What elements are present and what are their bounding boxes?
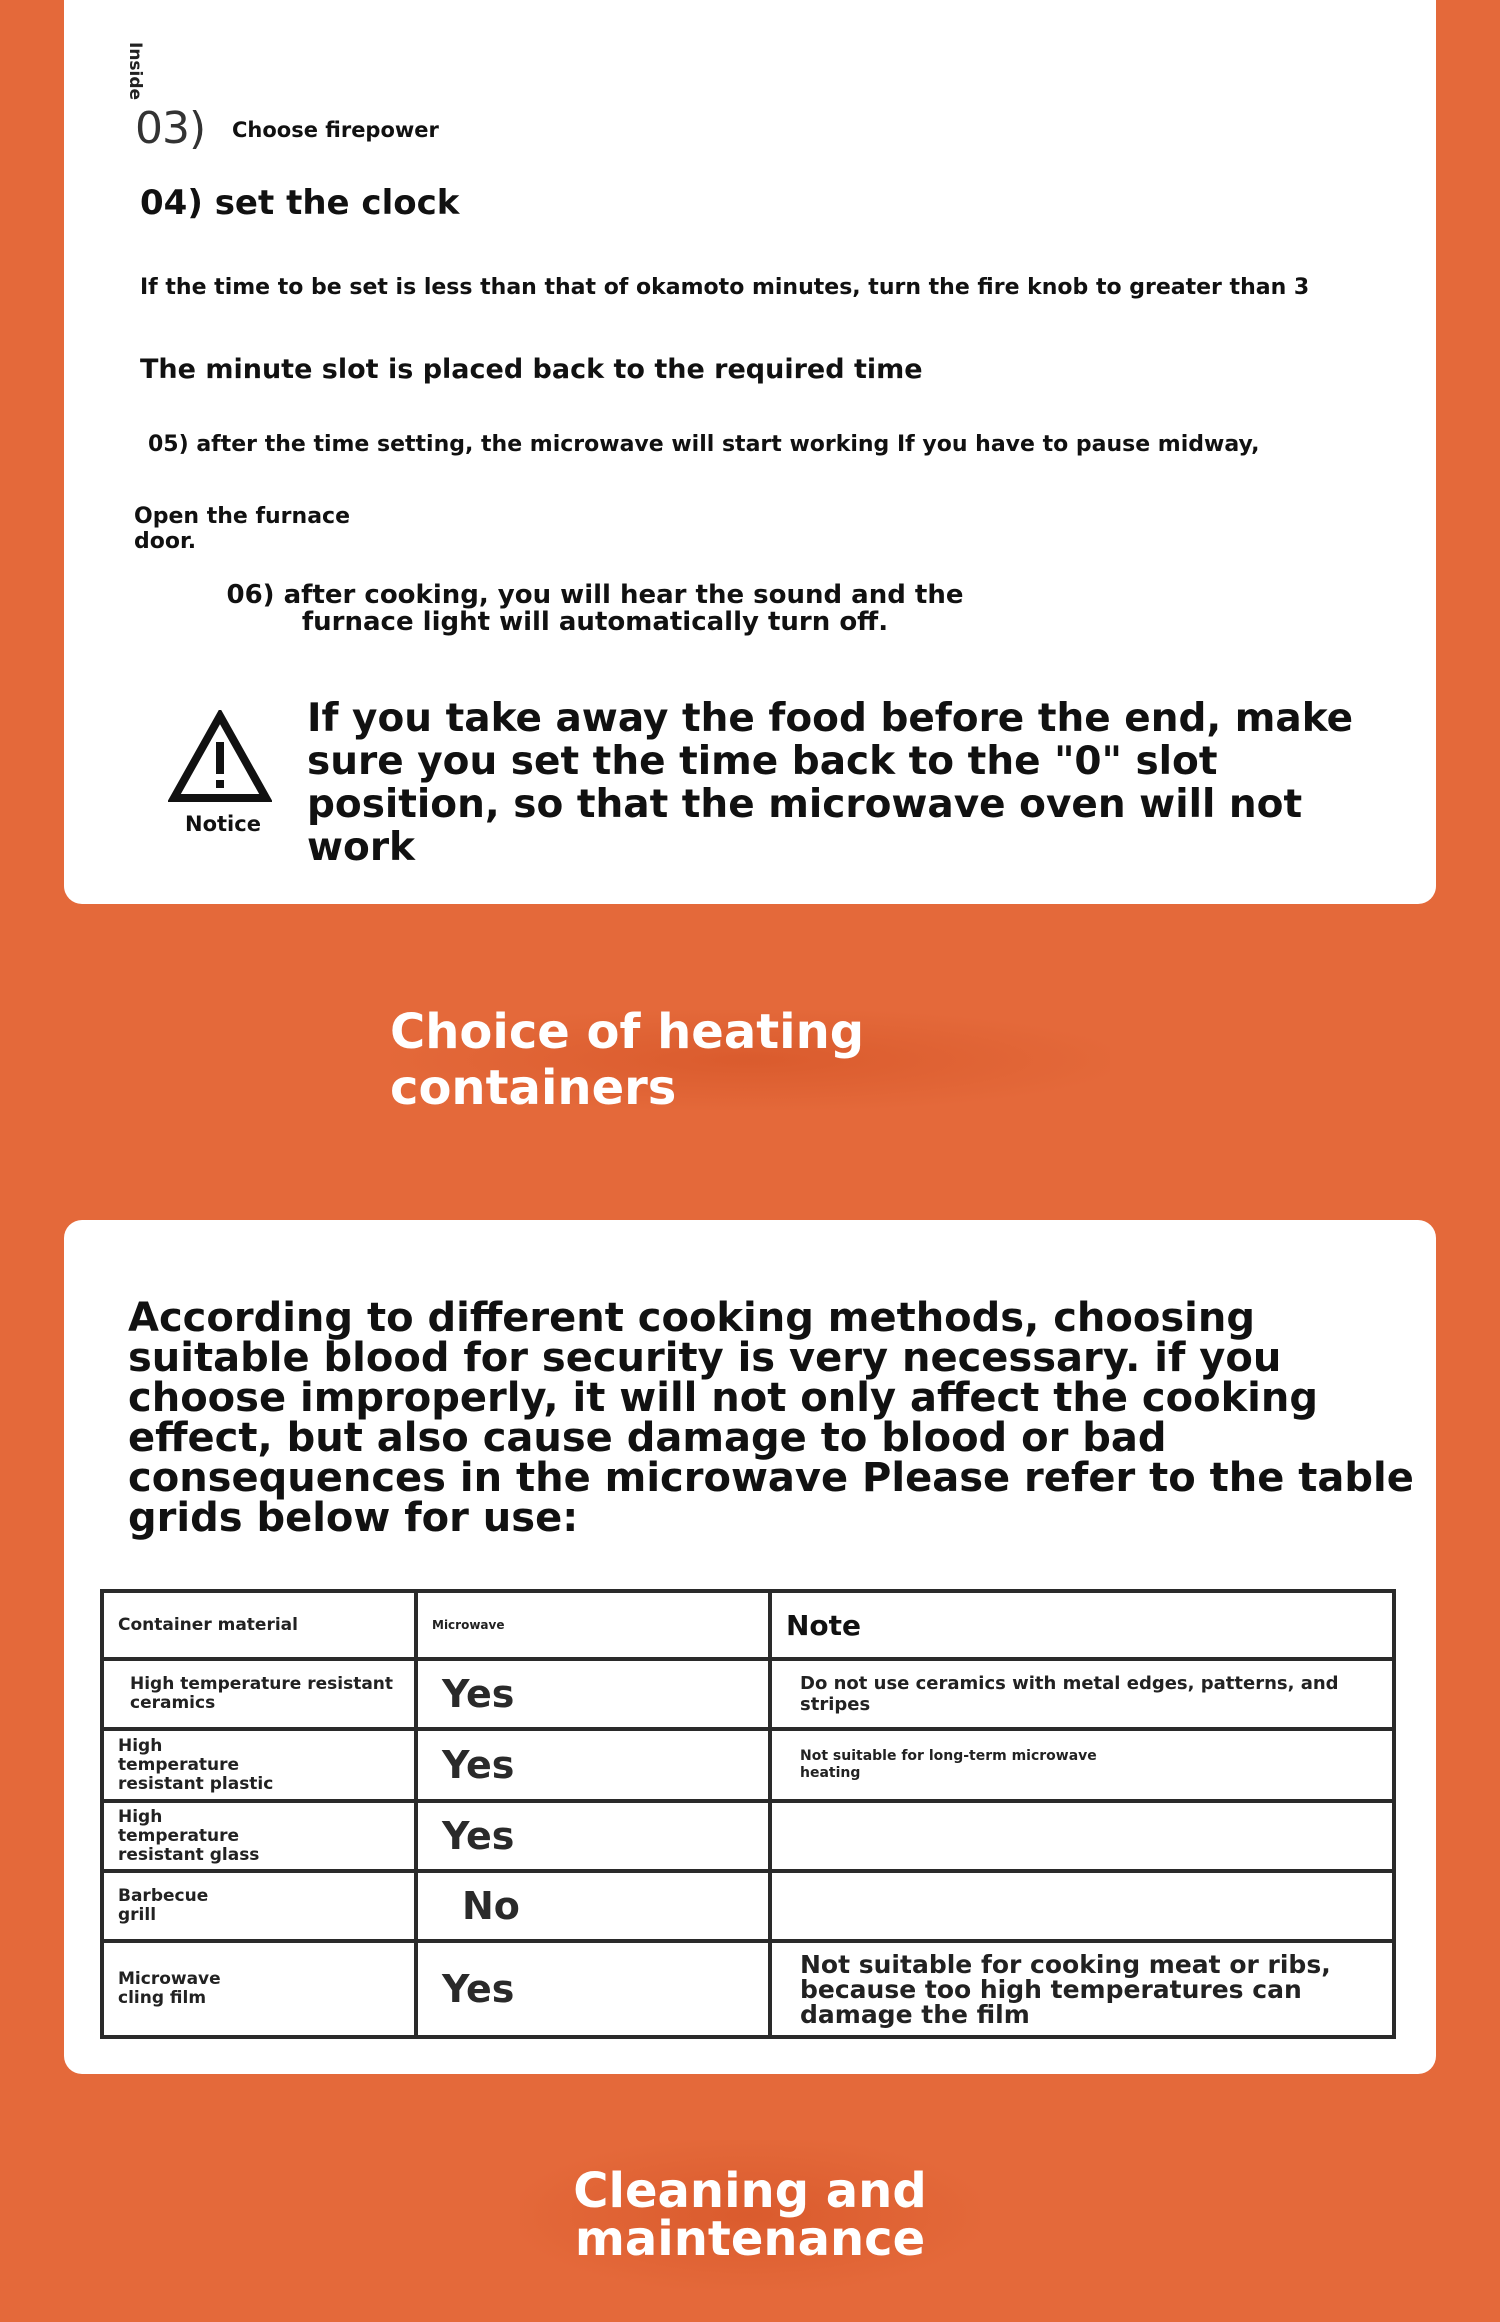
warning-triangle-icon [168, 710, 272, 806]
note-cell: Do not use ceramics with metal edges, patterns, and stripes [770, 1659, 1394, 1729]
step-05-continuation: Open the furnace door. [134, 504, 351, 554]
table-row [102, 1871, 1394, 1941]
step-03-number: 03) [135, 103, 206, 154]
table-row [102, 1659, 1394, 1729]
inside-label: Inside [125, 42, 145, 101]
material-cell: High temperature resistant ceramics [102, 1659, 416, 1729]
table-row [102, 1801, 1394, 1871]
step-05-text: 05) after the time setting, the microwave will start working If you have to pause midway, [148, 432, 1260, 457]
step-04-line1: If the time to be set is less than that of okamoto minutes, turn the fire knob to greater than 3 [140, 275, 1310, 300]
step-04-heading: 04) set the clock [140, 183, 460, 223]
microwave-cell: Yes [416, 1941, 770, 2037]
section-heading-cleaning: Cleaning and maintenance [520, 2140, 980, 2290]
notice-label: Notice [185, 812, 261, 836]
material-text: Barbecue grill [118, 1886, 209, 1925]
microwave-cell: No [416, 1871, 770, 1941]
header-microwave: Microwave [416, 1591, 770, 1659]
material-text: Microwave cling film [118, 1969, 221, 2008]
container-table [100, 1589, 1396, 2039]
material-text: High temperature resistant glass [118, 1806, 260, 1865]
note-cell [770, 1941, 1394, 2037]
note-text: Not suitable for long-term microwave heating [800, 1748, 1097, 1781]
material-text: High temperature resistant plastic [118, 1735, 274, 1794]
microwave-cell: Yes [416, 1801, 770, 1871]
note-text: Not suitable for cooking meat or ribs, because too high temperatures can damage the film [800, 1949, 1331, 2029]
material-cell [102, 1729, 416, 1801]
material-cell [102, 1871, 416, 1941]
note-cell [770, 1801, 1394, 1871]
header-material: Container material [102, 1591, 416, 1659]
step-03-text: Choose firepower [232, 118, 439, 142]
table-header-row [102, 1591, 1394, 1659]
note-cell [770, 1871, 1394, 1941]
microwave-cell: Yes [416, 1729, 770, 1801]
section-heading-containers: Choice of heating containers [390, 1010, 1110, 1110]
material-cell [102, 1941, 416, 2037]
header-note: Note [770, 1591, 1394, 1659]
step-04-line2: The minute slot is placed back to the required time [140, 354, 923, 385]
step-06-text: 06) after cooking, you will hear the sound and the furnace light will automatically turn off. [226, 580, 964, 637]
table-row [102, 1941, 1394, 2037]
intro-text: According to different cooking methods, choosing suitable blood for security is very necessary. if you choose improperly, it will not only affect the cooking effect, but also cause damage to blood or bad consequences in the microwave Please refer to the table grids below for use: [128, 1295, 1414, 1541]
microwave-cell: Yes [416, 1659, 770, 1729]
material-cell [102, 1801, 416, 1871]
notice-text: If you take away the food before the end, make sure you set the time back to the "0" slot position, so that the microwave oven will not work [307, 696, 1354, 870]
note-cell [770, 1729, 1394, 1801]
table-row [102, 1729, 1394, 1801]
